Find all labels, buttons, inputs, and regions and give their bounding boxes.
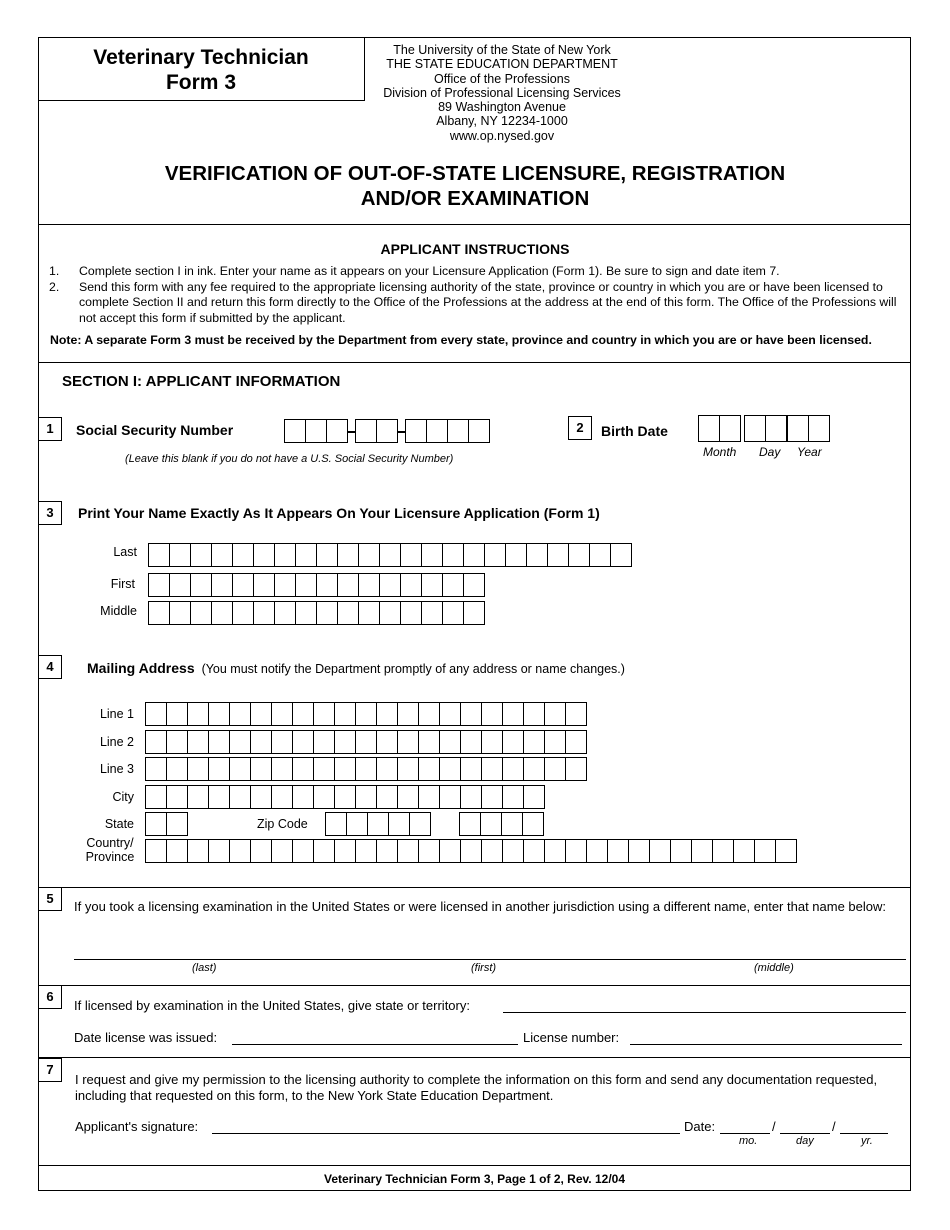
middle-name-field[interactable] — [148, 601, 484, 625]
date-slash: / — [832, 1119, 836, 1134]
zip-code-label: Zip Code — [257, 817, 308, 831]
license-issue-date-label: Date license was issued: — [74, 1030, 218, 1045]
item-number: 7 — [38, 1058, 62, 1082]
license-number-line[interactable] — [630, 1044, 902, 1045]
birth-date-label: Birth Date — [601, 423, 668, 439]
ssn-label: Social Security Number — [76, 422, 234, 438]
instruction-item: 1. Complete section I in ink. Enter your name as it appears on your Licensure Application (Form 1). Be sure to sign and date item 7. — [49, 264, 780, 278]
item-number: 5 — [38, 887, 62, 911]
yr-caption: yr. — [861, 1135, 873, 1147]
signature-label: Applicant's signature: — [75, 1119, 199, 1134]
date-slash: / — [772, 1119, 776, 1134]
first-name-field[interactable] — [148, 573, 484, 597]
date-day-line[interactable] — [780, 1133, 830, 1134]
exam-state-label: If licensed by examination in the United States, give state or territory: — [74, 998, 470, 1013]
address-line2-field[interactable] — [145, 730, 586, 754]
date-year-line[interactable] — [840, 1133, 888, 1134]
main-title: VERIFICATION OF OUT-OF-STATE LICENSURE, REGISTRATION AND/OR EXAMINATION — [164, 162, 786, 210]
item-number: 1 — [38, 417, 62, 441]
zip-code-field[interactable] — [325, 812, 430, 836]
mailing-address-heading — [87, 660, 625, 676]
signature-date-label: Date: — [684, 1119, 716, 1134]
form-title: Veterinary Technician Form 3 — [93, 46, 309, 94]
birth-year-field[interactable] — [787, 415, 829, 442]
ssn-field-part3[interactable] — [405, 419, 489, 443]
month-caption: Month — [703, 445, 737, 459]
divider — [38, 985, 911, 986]
country-province-field[interactable] — [145, 839, 796, 863]
address-line1-field[interactable] — [145, 702, 586, 726]
item-number: 2 — [568, 416, 592, 440]
name-instruction: Print Your Name Exactly As It Appears On Your Licensure Application (Form 1) — [78, 505, 600, 521]
first-caption: (first) — [471, 962, 497, 974]
mo-caption: mo. — [739, 1135, 758, 1147]
address-line3-field[interactable] — [145, 757, 586, 781]
exam-state-line[interactable] — [503, 1012, 906, 1013]
address-line2-label: Line 2 — [99, 735, 134, 749]
different-name-instruction: If you took a licensing examination in the United States or were licensed in another jurisdiction using a different name, enter that name below: — [74, 899, 887, 914]
ssn-field-part2[interactable] — [355, 419, 397, 443]
state-field[interactable] — [145, 812, 187, 836]
city-label: City — [112, 790, 134, 804]
header-divider — [364, 37, 365, 101]
item-number: 6 — [38, 985, 62, 1009]
permission-statement: I request and give my permission to the licensing authority to complete the information on this form and send any documentation requested, including that requested on this form, to the New York State Education Department. — [75, 1072, 878, 1103]
mailing-address-label: Mailing Address — [87, 660, 195, 676]
address-line1-label: Line 1 — [99, 707, 134, 721]
day-caption: day — [796, 1135, 814, 1147]
date-month-line[interactable] — [720, 1133, 770, 1134]
address-line3-label: Line 3 — [99, 762, 134, 776]
last-caption: (last) — [192, 962, 217, 974]
divider — [38, 1165, 911, 1166]
middle-name-label: Middle — [100, 604, 137, 618]
instructions-note: Note: A separate Form 3 must be received by the Department from every state, province and country in which you are or have been licensed. — [50, 333, 872, 347]
agency-address: The University of the State of New York THE STATE EDUCATION DEPARTMENT Office of the Professions Division of Professional Licensing Services 89 Washington Avenue Albany, NY 12234-1000 www.op.nysed.gov — [383, 43, 621, 143]
item-number: 3 — [38, 501, 62, 525]
ssn-field-part1[interactable] — [284, 419, 347, 443]
divider — [38, 887, 911, 888]
divider — [38, 1057, 911, 1058]
page-footer: Veterinary Technician Form 3, Page 1 of 2, Rev. 12/04 — [323, 1172, 626, 1186]
instructions-heading: APPLICANT INSTRUCTIONS — [380, 241, 570, 257]
year-caption: Year — [797, 445, 822, 459]
state-label: State — [104, 817, 134, 831]
birth-day-field[interactable] — [744, 415, 786, 442]
item-number: 4 — [38, 655, 62, 679]
zip-extension-field[interactable] — [459, 812, 543, 836]
country-province-label: Country/ Province — [85, 836, 135, 864]
last-name-field[interactable] — [148, 543, 631, 567]
signature-line[interactable] — [212, 1133, 680, 1134]
header-title-underline — [38, 100, 365, 101]
middle-caption: (middle) — [754, 962, 794, 974]
divider — [38, 362, 911, 363]
last-name-label: Last — [113, 545, 137, 559]
instruction-item: 2. Send this form with any fee required to the appropriate licensing authority of the state, province or country in which you are or have been licensed to complete Section II and return this form directly to the Office of the Professions at the address at the end of this form. The Office of the Professions will not accept this form if submitted by the applicant. — [49, 279, 897, 325]
city-field[interactable] — [145, 785, 544, 809]
first-name-label: First — [110, 577, 135, 591]
different-name-line[interactable] — [74, 959, 906, 960]
license-issue-date-line[interactable] — [232, 1044, 518, 1045]
day-caption: Day — [759, 445, 781, 459]
license-number-label: License number: — [523, 1030, 620, 1045]
divider — [38, 224, 911, 225]
birth-month-field[interactable] — [698, 415, 740, 442]
instructions-list — [49, 264, 904, 326]
section-heading: SECTION I: APPLICANT INFORMATION — [62, 373, 341, 390]
ssn-hint: (Leave this blank if you do not have a U.S. Social Security Number) — [125, 453, 454, 465]
mailing-address-note: (You must notify the Department promptly of any address or name changes.) — [201, 662, 625, 676]
